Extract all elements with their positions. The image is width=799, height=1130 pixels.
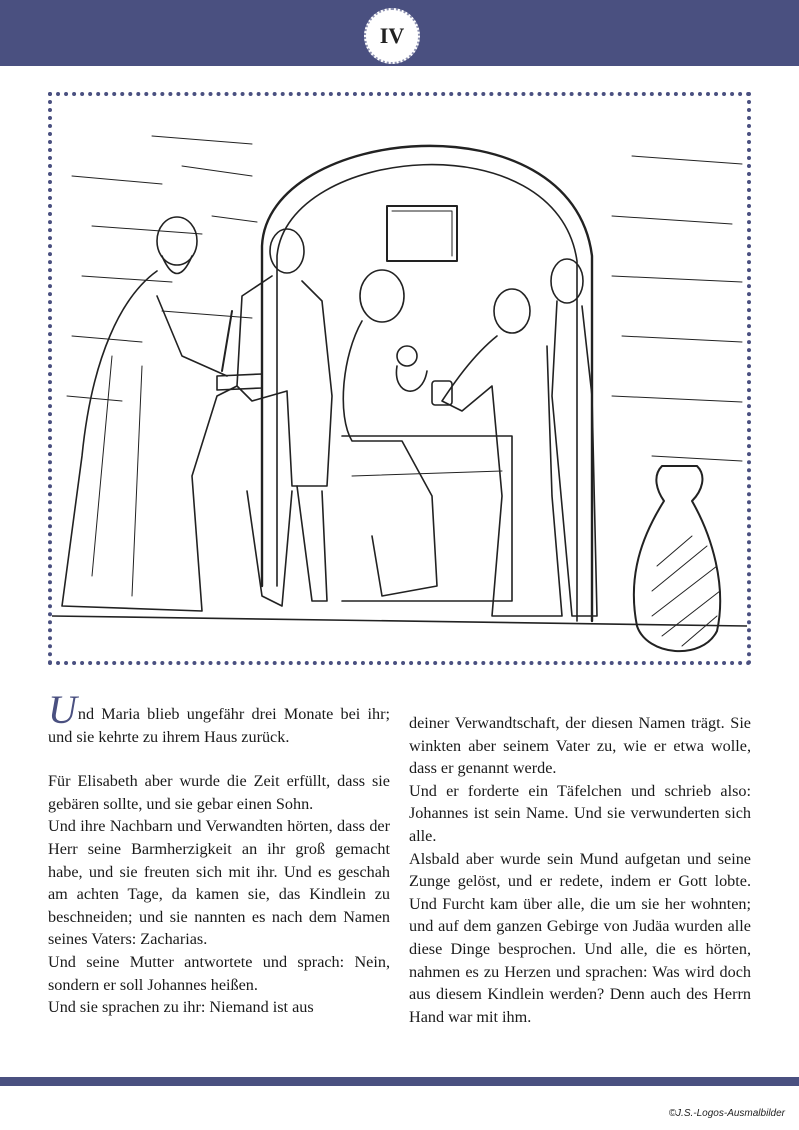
drop-cap: U bbox=[48, 687, 77, 732]
paragraph: Und seine Mutter antwortete und sprach: Nein, sondern er soll Johannes heißen. bbox=[48, 952, 390, 994]
text-column-left bbox=[48, 687, 390, 1019]
paragraph: Alsbald aber wurde sein Mund aufgetan und seine Zunge gelöst, und er redete, indem er Gott lobte. Und Furcht kam über alle, die um sie her wohnten; und auf dem ganzen Gebirge von Judäa wurden alle diese Dinge besprochen. Und alle, die es hörten, nahmen es zu Herzen und sprachen: Was wird doch aus diesem Kindlein werden? Denn auch des Herrn Hand war mit ihm. bbox=[409, 849, 751, 1026]
paragraph: Für Elisabeth aber wurde die Zeit erfüllt, dass sie gebären sollte, und sie gebar einen Sohn. bbox=[48, 772, 390, 813]
paragraph-text: nd Maria blieb ungefähr drei Monate bei ihr; und sie kehrte zu ihrem Haus zurück. bbox=[48, 705, 390, 746]
illustration-frame bbox=[48, 92, 751, 665]
copyright-notice: ©J.S.-Logos-Ausmalbilder bbox=[668, 1108, 785, 1119]
paragraph: deiner Verwandtschaft, der diesen Namen trägt. Sie winkten aber seinem Vater zu, wie er etwa wolle, dass er genannt werde. bbox=[409, 714, 751, 778]
chapter-number-badge: IV bbox=[364, 8, 420, 64]
footer-band bbox=[0, 1077, 799, 1086]
paragraph: Und sie sprachen zu ihr: Niemand ist aus bbox=[48, 998, 314, 1017]
line-art-scene-naming-of-john-icon bbox=[52, 96, 747, 661]
paragraph bbox=[48, 687, 390, 748]
paragraph: Und ihre Nachbarn und Verwandten hörten, dass der Herr seine Barmherzigkeit an ihr groß gemacht habe, und sie freuten sich mit ihr. Und es geschah am achten Tage, da kamen sie, das Kindlein zu beschneiden; und sie nannten es nach dem Namen seines Vaters: Zacharias. bbox=[48, 817, 390, 949]
paragraph: Und er forderte ein Täfelchen und schrieb also: Johannes ist sein Name. Und sie verwunderten sich alle. bbox=[409, 781, 751, 845]
text-column-right bbox=[409, 712, 751, 1028]
